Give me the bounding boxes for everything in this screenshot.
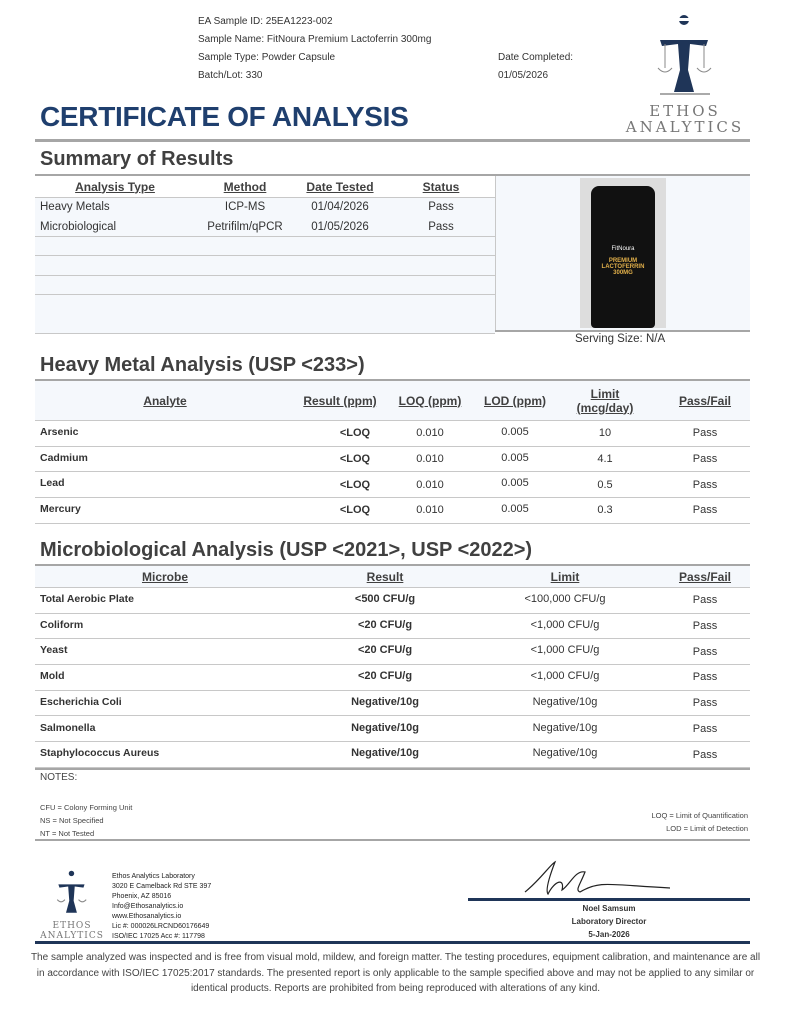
table-row (35, 639, 750, 665)
serving-size: Serving Size: N/A (575, 333, 666, 345)
pass-fail: Pass (692, 594, 718, 607)
notes-right (651, 809, 748, 835)
table-row (35, 742, 750, 768)
heavy-metal-header-row (35, 379, 750, 421)
limit: 10 (598, 427, 612, 440)
table-row (35, 237, 495, 257)
microbe: Staphylococcus Aureus (40, 747, 160, 760)
loq: 0.010 (416, 504, 444, 517)
notes-label: NOTES: (40, 772, 78, 783)
analysis-type: Microbiological (40, 220, 117, 233)
table-row (35, 717, 750, 743)
col-status: Status (422, 179, 460, 194)
table-row (35, 421, 750, 447)
signature-date: 5-Jan-2026 (588, 930, 630, 939)
col-pass-fail: Pass/Fail (678, 393, 732, 408)
loq: 0.010 (416, 427, 444, 440)
footer-rule (35, 941, 750, 944)
signature-line (468, 898, 750, 901)
method: ICP-MS (224, 201, 266, 214)
product-image (495, 176, 750, 330)
col-result: Result (ppm) (303, 393, 377, 408)
result: <500 CFU/g (354, 593, 416, 605)
note: CFU = Colony Forming Unit (40, 803, 133, 812)
col-limit: Limit (mcg/day) (576, 386, 634, 415)
limit: Negative/10g (532, 695, 598, 708)
result: Negative/10g (351, 747, 419, 760)
col-analyte: Analyte (143, 393, 187, 408)
table-row (35, 665, 750, 691)
limit: <100,000 CFU/g (524, 593, 606, 605)
analysis-type: Heavy Metals (40, 201, 110, 214)
notes-left (40, 801, 132, 840)
limit: Negative/10g (532, 721, 598, 734)
analyte: Cadmium (40, 451, 88, 464)
table-row (35, 217, 495, 237)
col-pass-fail: Pass/Fail (678, 569, 732, 584)
result: <LOQ (339, 453, 371, 466)
table-row (35, 295, 495, 315)
table-row (35, 314, 495, 334)
table-row (35, 498, 750, 524)
loq: 0.010 (416, 478, 444, 491)
microbe: Coliform (40, 618, 84, 631)
pass-fail: Pass (692, 645, 718, 658)
microbe: Salmonella (40, 721, 96, 734)
table-row (35, 472, 750, 498)
limit: <1,000 CFU/g (530, 618, 600, 631)
pass-fail: Pass (692, 748, 718, 761)
col-limit: Limit (550, 569, 580, 584)
result: <LOQ (339, 504, 371, 517)
note: NS = Not Specified (40, 816, 104, 825)
date-completed-label: Date Completed: (498, 52, 574, 63)
date-tested: 01/04/2026 (311, 201, 369, 214)
microbe: Total Aerobic Plate (40, 593, 134, 605)
limit: 4.1 (597, 453, 613, 466)
lab-website[interactable]: www.Ethosanalytics.io (112, 913, 182, 920)
sample-type: Sample Type: Powder Capsule (198, 52, 336, 63)
limit: <1,000 CFU/g (530, 644, 600, 657)
sample-info (198, 13, 431, 85)
analyte: Mercury (40, 503, 81, 516)
scales-of-justice-icon (36, 868, 108, 916)
pass-fail: Pass (692, 697, 718, 710)
micro-heading: Microbiological Analysis (USP <2021>, USP <2022>) (40, 539, 533, 561)
sample-name: Sample Name: FitNoura Premium Lactoferrin 300mg (198, 34, 432, 45)
microbe: Escherichia Coli (40, 695, 122, 708)
pass-fail: Pass (692, 427, 718, 440)
table-row (35, 256, 495, 276)
signature-icon (520, 860, 680, 900)
date-completed (498, 49, 573, 85)
micro-header-row (35, 564, 750, 588)
pass-fail: Pass (692, 722, 718, 735)
logo-text: ETHOS ANALYTICS (625, 102, 745, 136)
lod: 0.005 (501, 426, 529, 438)
limit: 0.3 (597, 504, 613, 517)
scales-of-justice-icon (620, 10, 750, 98)
col-microbe: Microbe (141, 569, 188, 584)
table-row (35, 691, 750, 717)
result: <LOQ (339, 427, 371, 440)
status: Pass (428, 201, 454, 214)
disclaimer: The sample analyzed was inspected and is free from visual mold, mildew, and foreign matter. The testing procedures, equipment calibration, and maintenance are all in accordance with ISO/IEC 17025:2017 standards. The presented report is only applicable to the sample specified above and may not be applied to any similar or identical products. Reports are prohibited from being reproduced with alterations of any kind. (30, 952, 761, 994)
ethos-logo (620, 10, 750, 136)
col-method: Method (223, 179, 267, 194)
pass-fail: Pass (692, 504, 718, 517)
summary-header-row (35, 176, 495, 198)
result: <LOQ (339, 478, 371, 491)
analyte: Lead (40, 477, 65, 490)
status: Pass (428, 220, 454, 233)
table-row (35, 614, 750, 640)
lab-address: Ethos Analytics Laboratory 3020 E Camelback Rd STE 397 Phoenix, AZ 85016 Info@Ethosanalytics.io www.Ethosanalytics.io Lic #: 000026LRCND60176649 ISO/IEC 17025 Acc #: 117798 (112, 873, 212, 940)
note: NT = Not Tested (40, 829, 95, 838)
date-completed-value: 01/05/2026 (498, 70, 549, 81)
limit: 0.5 (597, 478, 613, 491)
result: <20 CFU/g (357, 618, 413, 631)
result: <20 CFU/g (357, 644, 413, 657)
limit: <1,000 CFU/g (530, 670, 600, 683)
product-brand: FitNoura (611, 246, 635, 252)
signatory-title: Laboratory Director (571, 917, 647, 926)
lod: 0.005 (501, 503, 529, 516)
page-title: CERTIFICATE OF ANALYSIS (40, 101, 409, 132)
divider (35, 839, 750, 841)
col-analysis-type: Analysis Type (75, 179, 155, 194)
date-tested: 01/05/2026 (311, 220, 369, 233)
pass-fail: Pass (692, 478, 718, 491)
lod: 0.005 (501, 451, 529, 464)
loq: 0.010 (416, 453, 444, 466)
table-row (35, 588, 750, 614)
signatory-name: Noel Samsum (582, 904, 636, 913)
signatory (468, 902, 750, 941)
table-row (35, 447, 750, 473)
product-name: PREMIUM LACTOFERRIN 300MG (601, 258, 645, 276)
col-loq: LOQ (ppm) (398, 393, 462, 408)
divider (35, 768, 750, 770)
method: Petrifilm/qPCR (207, 220, 283, 233)
lab-email[interactable]: Info@Ethosanalytics.io (112, 903, 184, 910)
result: Negative/10g (351, 695, 419, 708)
col-result: Result (366, 569, 404, 584)
batch-lot: Batch/Lot: 330 (198, 70, 263, 81)
analyte: Arsenic (40, 426, 79, 438)
note: LOD = Limit of Detection (666, 824, 748, 833)
table-row (35, 198, 495, 218)
footer-logo: ETHOS ANALYTICS (36, 868, 108, 941)
divider (35, 139, 750, 142)
note: LOQ = Limit of Quantification (651, 811, 748, 820)
pass-fail: Pass (692, 620, 718, 633)
microbe: Mold (40, 670, 65, 683)
heavy-metal-heading: Heavy Metal Analysis (USP <233>) (40, 354, 365, 376)
col-date-tested: Date Tested (306, 179, 374, 194)
table-row (35, 276, 495, 296)
pass-fail: Pass (692, 671, 718, 684)
col-lod: LOD (ppm) (484, 393, 546, 408)
result: Negative/10g (351, 721, 419, 734)
microbe: Yeast (40, 644, 68, 657)
result: <20 CFU/g (357, 670, 413, 683)
sample-id: EA Sample ID: 25EA1223-002 (198, 16, 333, 27)
lod: 0.005 (501, 477, 529, 490)
summary-heading: Summary of Results (40, 148, 234, 170)
pass-fail: Pass (692, 453, 718, 466)
limit: Negative/10g (532, 747, 598, 760)
